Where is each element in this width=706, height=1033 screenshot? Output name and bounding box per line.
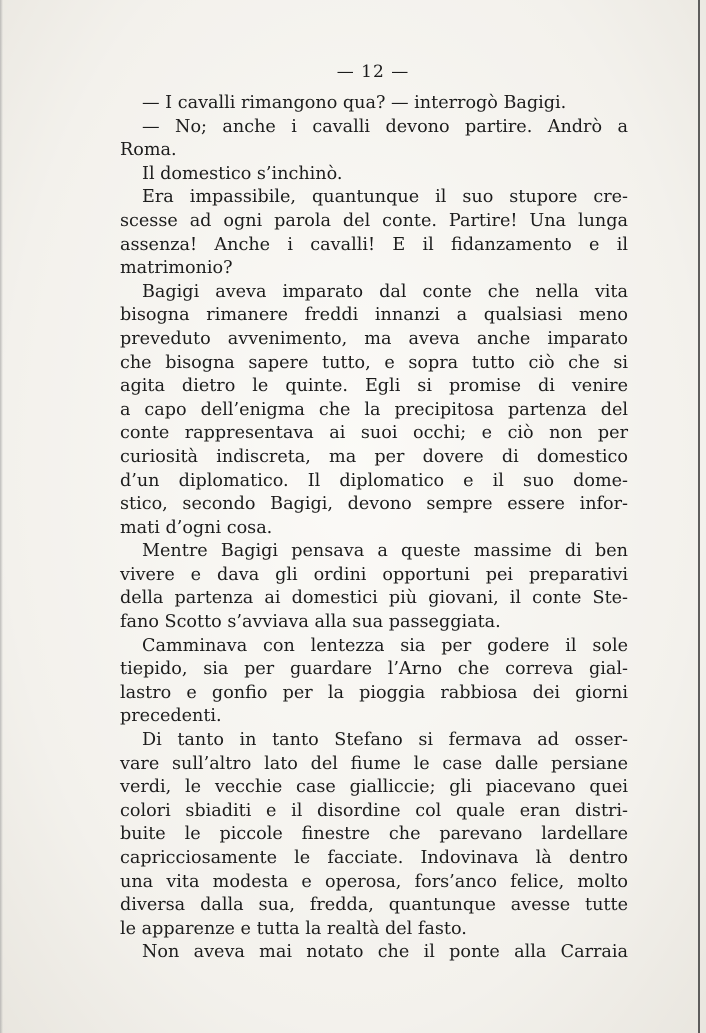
text-line: precedenti. bbox=[120, 706, 222, 727]
text-line: verdi, le vecchie case gialliccie; gli piacevano quei bbox=[120, 777, 628, 798]
text-line: capricciosamente le facciate. Indovinava là dentro bbox=[120, 848, 628, 868]
text-line: conte rappresentava ai suoi occhi; e ciò non per bbox=[120, 423, 628, 444]
text-line: bisogna rimanere freddi innanzi a qualsiasi meno bbox=[120, 305, 628, 326]
text-line: a capo dell’enigma che la precipitosa partenza del bbox=[120, 399, 628, 420]
page-left-shadow bbox=[0, 0, 3, 1033]
text-line: fano Scotto s’avviava alla sua passeggiata. bbox=[120, 612, 501, 633]
text-line: mati d’ogni cosa. bbox=[120, 517, 273, 538]
text-line: Camminava con lentezza sia per godere il sole bbox=[142, 635, 628, 656]
text-line: stico, secondo Bagigi, devono sempre essere infor- bbox=[120, 494, 628, 515]
body-text bbox=[120, 92, 628, 965]
text-line: agita dietro le quinte. Egli si promise di venire bbox=[120, 376, 628, 397]
text-line: — I cavalli rimangono qua? — interrogò Bagigi. bbox=[142, 93, 567, 113]
text-line: buite le piccole finestre che parevano lardellare bbox=[120, 824, 628, 845]
text-line: diversa dalla sua, fredda, quantunque avesse tutte bbox=[120, 895, 628, 916]
text-line: preveduto avvenimento, ma aveva anche imparato bbox=[120, 328, 628, 349]
text-line: Di tanto in tanto Stefano si fermava ad osser- bbox=[142, 730, 628, 751]
text-line: Mentre Bagigi pensava a queste massime di ben bbox=[142, 541, 628, 562]
text-line: colori sbiaditi e il disordine col quale eran distri- bbox=[120, 800, 628, 821]
text-line: Non aveva mai notato che il ponte alla Carraia bbox=[142, 942, 628, 963]
text-line: Roma. bbox=[120, 140, 177, 161]
text-line: scesse ad ogni parola del conte. Partire! Una lunga bbox=[120, 210, 628, 231]
text-line: Il domestico s’inchinò. bbox=[142, 163, 343, 184]
text-line: Era impassibile, quantunque il suo stupore cre- bbox=[142, 187, 628, 208]
text-line: Bagigi aveva imparato dal conte che nella vita bbox=[142, 281, 628, 302]
text-line: della partenza ai domestici più giovani, il conte Ste- bbox=[120, 588, 628, 609]
page-right-edge bbox=[698, 0, 700, 1033]
text-line: una vita modesta e operosa, fors’anco felice, molto bbox=[120, 871, 628, 892]
text-line: matrimonio? bbox=[120, 258, 233, 279]
text-line: curiosità indiscreta, ma per dovere di domestico bbox=[120, 446, 628, 467]
text-line: d’un diplomatico. Il diplomatico e il suo dome- bbox=[120, 470, 628, 491]
text-line: lastro e gonfio per la pioggia rabbiosa dei giorni bbox=[120, 682, 628, 703]
page-number: — 12 — bbox=[336, 62, 410, 82]
text-line: — No; anche i cavalli devono partire. Andrò a bbox=[142, 116, 628, 137]
text-line: tiepido, sia per guardare l’Arno che correva gial- bbox=[120, 659, 628, 680]
text-line: vare sull’altro lato del fiume le case dalle persiane bbox=[120, 753, 628, 774]
text-line: assenza! Anche i cavalli! E il fidanzamento e il bbox=[120, 234, 628, 255]
text-line: le apparenze e tutta la realtà del fasto. bbox=[120, 918, 467, 939]
text-line: che bisogna sapere tutto, e sopra tutto ciò che si bbox=[120, 352, 628, 373]
text-line: vivere e dava gli ordini opportuni pei preparativi bbox=[120, 564, 628, 585]
